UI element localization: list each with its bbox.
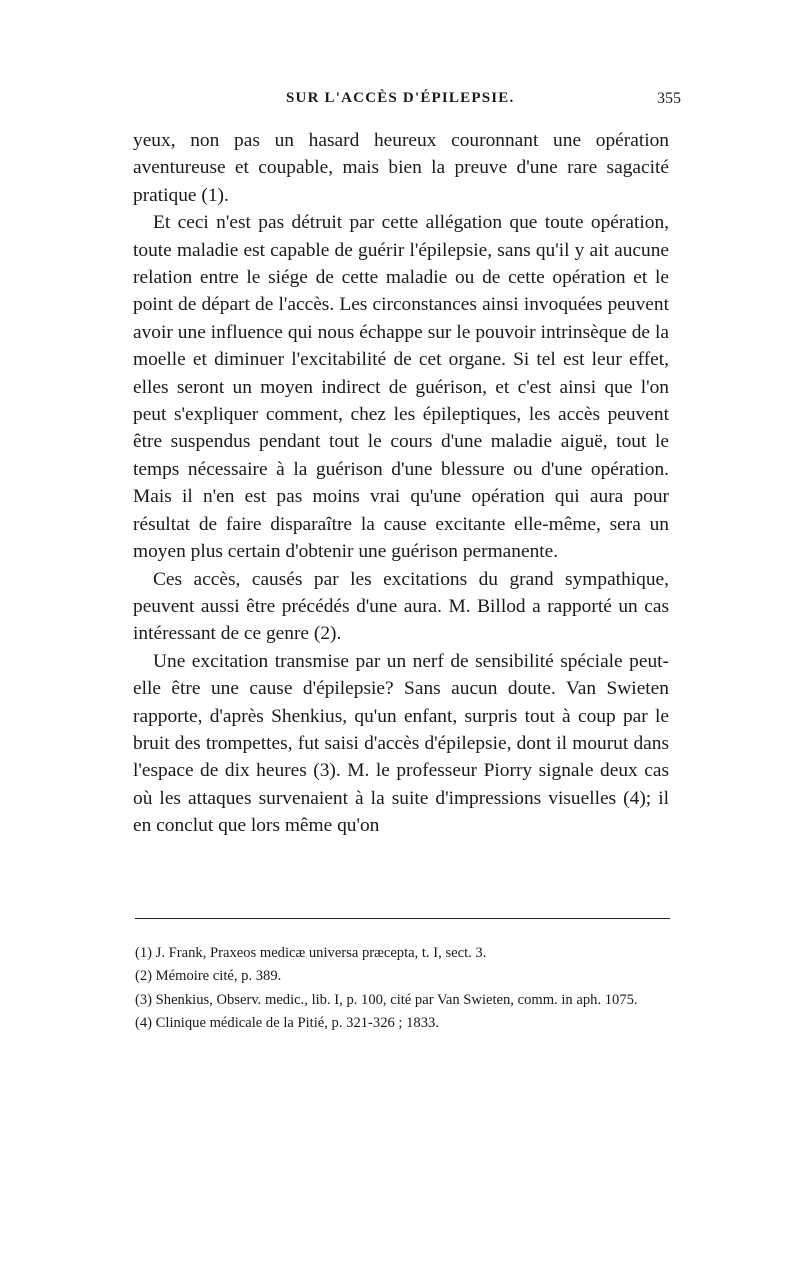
paragraph: Ces accès, causés par les excitations du grand sympathique, peuvent aussi être précédés d'une aura. M. Billod a rapporté un cas intéressant de ce genre (2). xyxy=(133,568,669,645)
footnote-3: (3) Shenkius, Observ. medic., lib. I, p. 100, cité par Van Swieten, comm. in aph. 1075. xyxy=(135,991,638,1008)
running-title: SUR L'ACCÈS D'ÉPILEPSIE. xyxy=(286,90,515,106)
body-text xyxy=(133,127,669,840)
footnote-divider xyxy=(135,918,670,919)
page-number: 355 xyxy=(657,90,681,107)
footnote-4: (4) Clinique médicale de la Pitié, p. 321-326 ; 1833. xyxy=(135,1015,439,1032)
footnotes xyxy=(133,942,673,1036)
footnote-1: (1) J. Frank, Praxeos medicæ universa præcepta, t. I, sect. 3. xyxy=(135,945,487,961)
paragraph: Une excitation transmise par un nerf de sensibilité spéciale peut-elle être une cause d'épilepsie? Sans aucun doute. Van Swieten rapporte, d'après Shenkius, qu'un enfant, surpris tout à coup par le bruit des trompettes, fut saisi d'accès d'épilepsie, dont il mourut dans l'espace de dix heures (3). M. le professeur Piorry signale deux cas où les attaques survenaient à la suite d'impressions visuelles (4); il en conclut que lors même qu'on xyxy=(133,650,669,837)
paragraph-continued: yeux, non pas un hasard heureux couronnant une opération aventureuse et coupable, mais bien la preuve d'une rare sagacité pratique (1). xyxy=(133,130,669,206)
footnote-2: (2) Mémoire cité, p. 389. xyxy=(135,968,282,985)
paragraph: Et ceci n'est pas détruit par cette allégation que toute opération, toute maladie est capable de guérir l'épilepsie, sans qu'il y ait aucune relation entre le siége de cette maladie ou de cette opération et le point de départ de l'accès. Les circonstances ainsi invoquées peuvent avoir une influence qui nous échappe sur le pouvoir intrinsèque de la moelle et diminuer l'excitabilité de cet organe. Si tel est leur effet, elles seront un moyen indirect de guérison, et c'est ainsi que l'on peut s'expliquer comment, chez les épileptiques, les accès peuvent être suspendus pendant tout le cours d'une maladie aiguë, tout le temps nécessaire à la guérison d'une blessure ou d'une opération. Mais il n'en est pas moins vrai qu'une opération qui aura pour résultat de faire disparaître la cause excitante elle-même, sera un moyen plus certain d'obtenir une guérison permanente. xyxy=(133,212,669,563)
page-header xyxy=(133,90,681,116)
